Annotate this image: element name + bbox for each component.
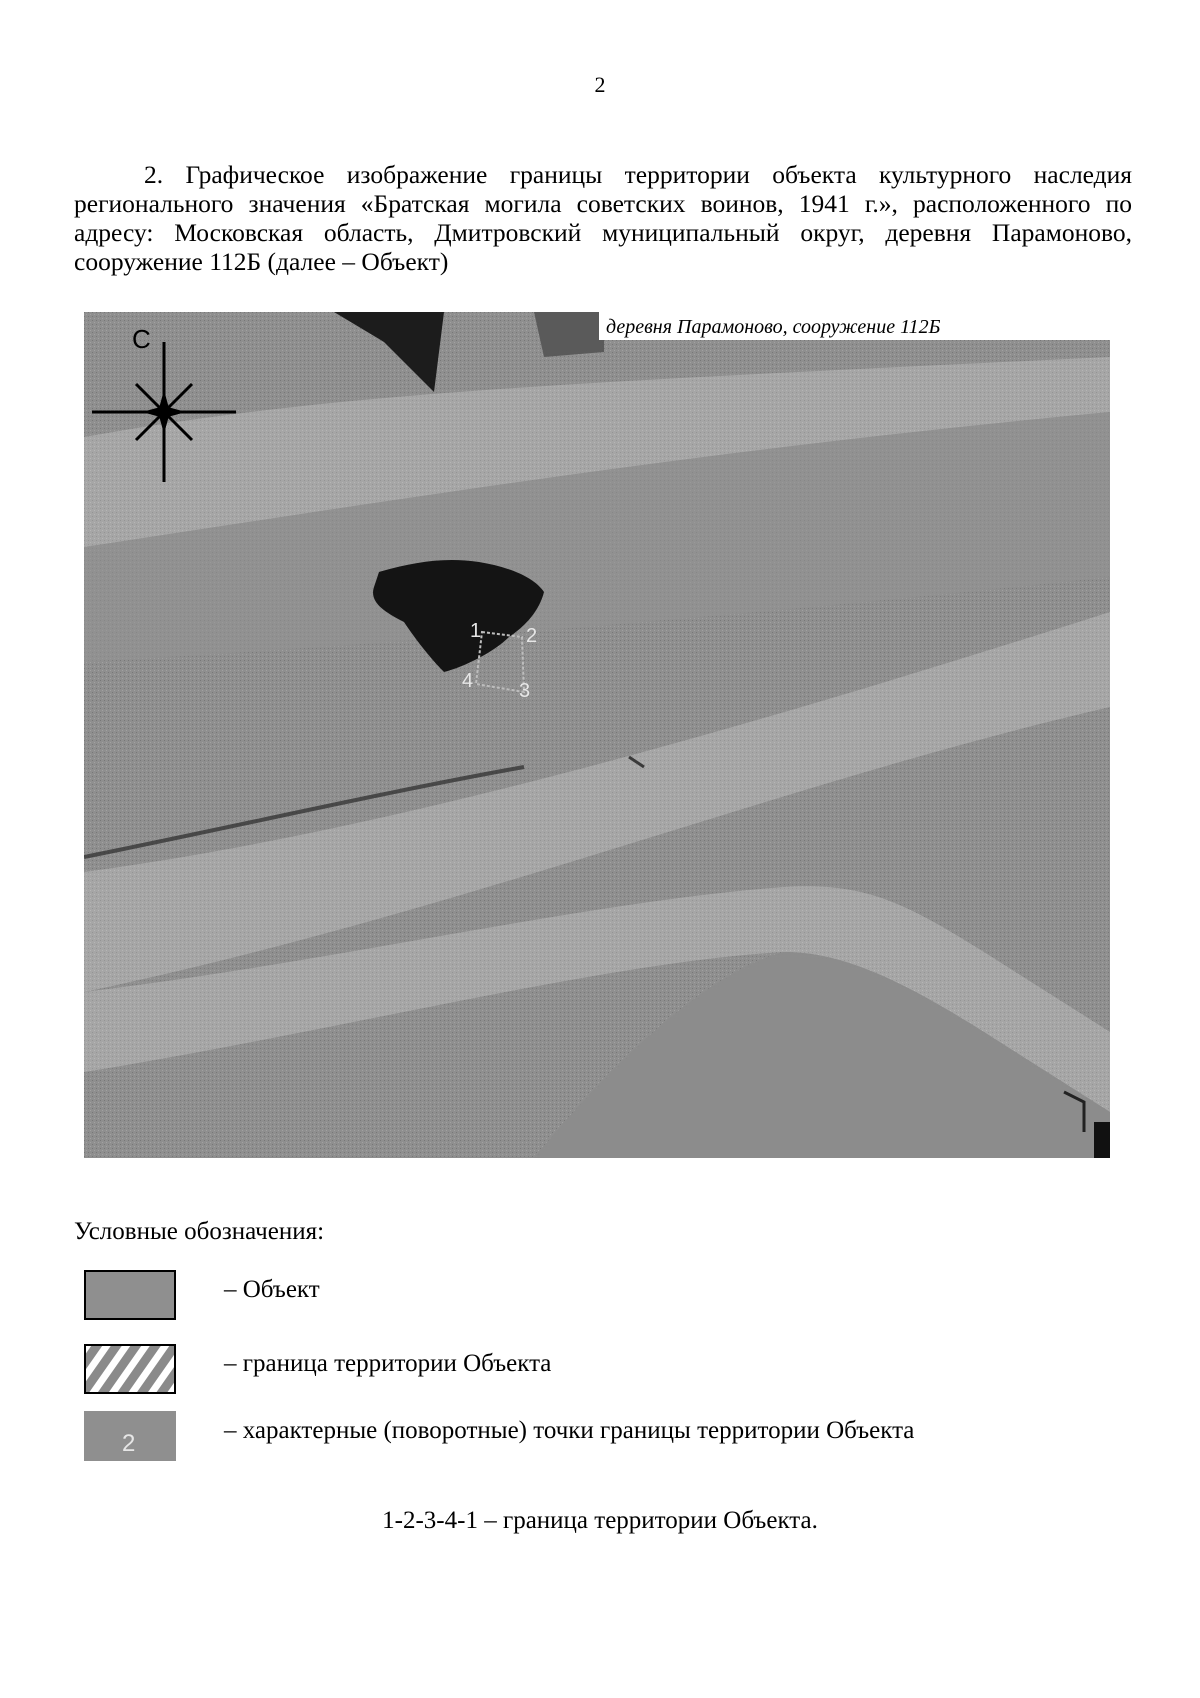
hatched-boundary-swatch-icon bbox=[84, 1344, 176, 1394]
legend-label-object: – Объект bbox=[224, 1276, 320, 1303]
legend-sample-point: 2 bbox=[122, 1430, 136, 1457]
boundary-point-2: 2 bbox=[526, 625, 538, 647]
boundary-point-4: 4 bbox=[462, 670, 474, 692]
page-number: 2 bbox=[594, 72, 606, 97]
legend-item-object bbox=[84, 1270, 1134, 1326]
boundary-point-1: 1 bbox=[470, 620, 482, 642]
intro-paragraph bbox=[74, 160, 1132, 276]
boundary-sequence-note: 1-2-3-4-1 – граница территории Объекта. bbox=[382, 1507, 818, 1534]
map-svg bbox=[84, 312, 1110, 1158]
intro-text: 2. Графическое изображение границы территории объекта культурного наследия регионального значения «Братская могила советских воинов, 1941 г.», расположенного по адресу: Московская область, Дмитровский муниципальный округ, деревня Парамоново, сооружение 112Б (далее – Объект) bbox=[74, 160, 1132, 276]
point-swatch-icon bbox=[84, 1411, 176, 1461]
legend-label-points: – характерные (поворотные) точки границы территории Объекта bbox=[224, 1417, 915, 1444]
top-structure bbox=[534, 312, 604, 357]
boundary-point-3: 3 bbox=[519, 680, 531, 702]
legend-item-boundary bbox=[84, 1344, 1134, 1400]
object-swatch-icon bbox=[84, 1270, 176, 1320]
map-caption: деревня Парамоново, сооружение 112Б bbox=[606, 316, 941, 338]
map-figure bbox=[84, 312, 1110, 1158]
legend-title: Условные обозначения: bbox=[74, 1218, 325, 1245]
compass-north-label: С bbox=[132, 324, 151, 354]
legend-label-boundary: – граница территории Объекта bbox=[224, 1350, 552, 1377]
map-detail bbox=[1094, 1122, 1110, 1158]
legend-item-points bbox=[84, 1411, 1134, 1467]
